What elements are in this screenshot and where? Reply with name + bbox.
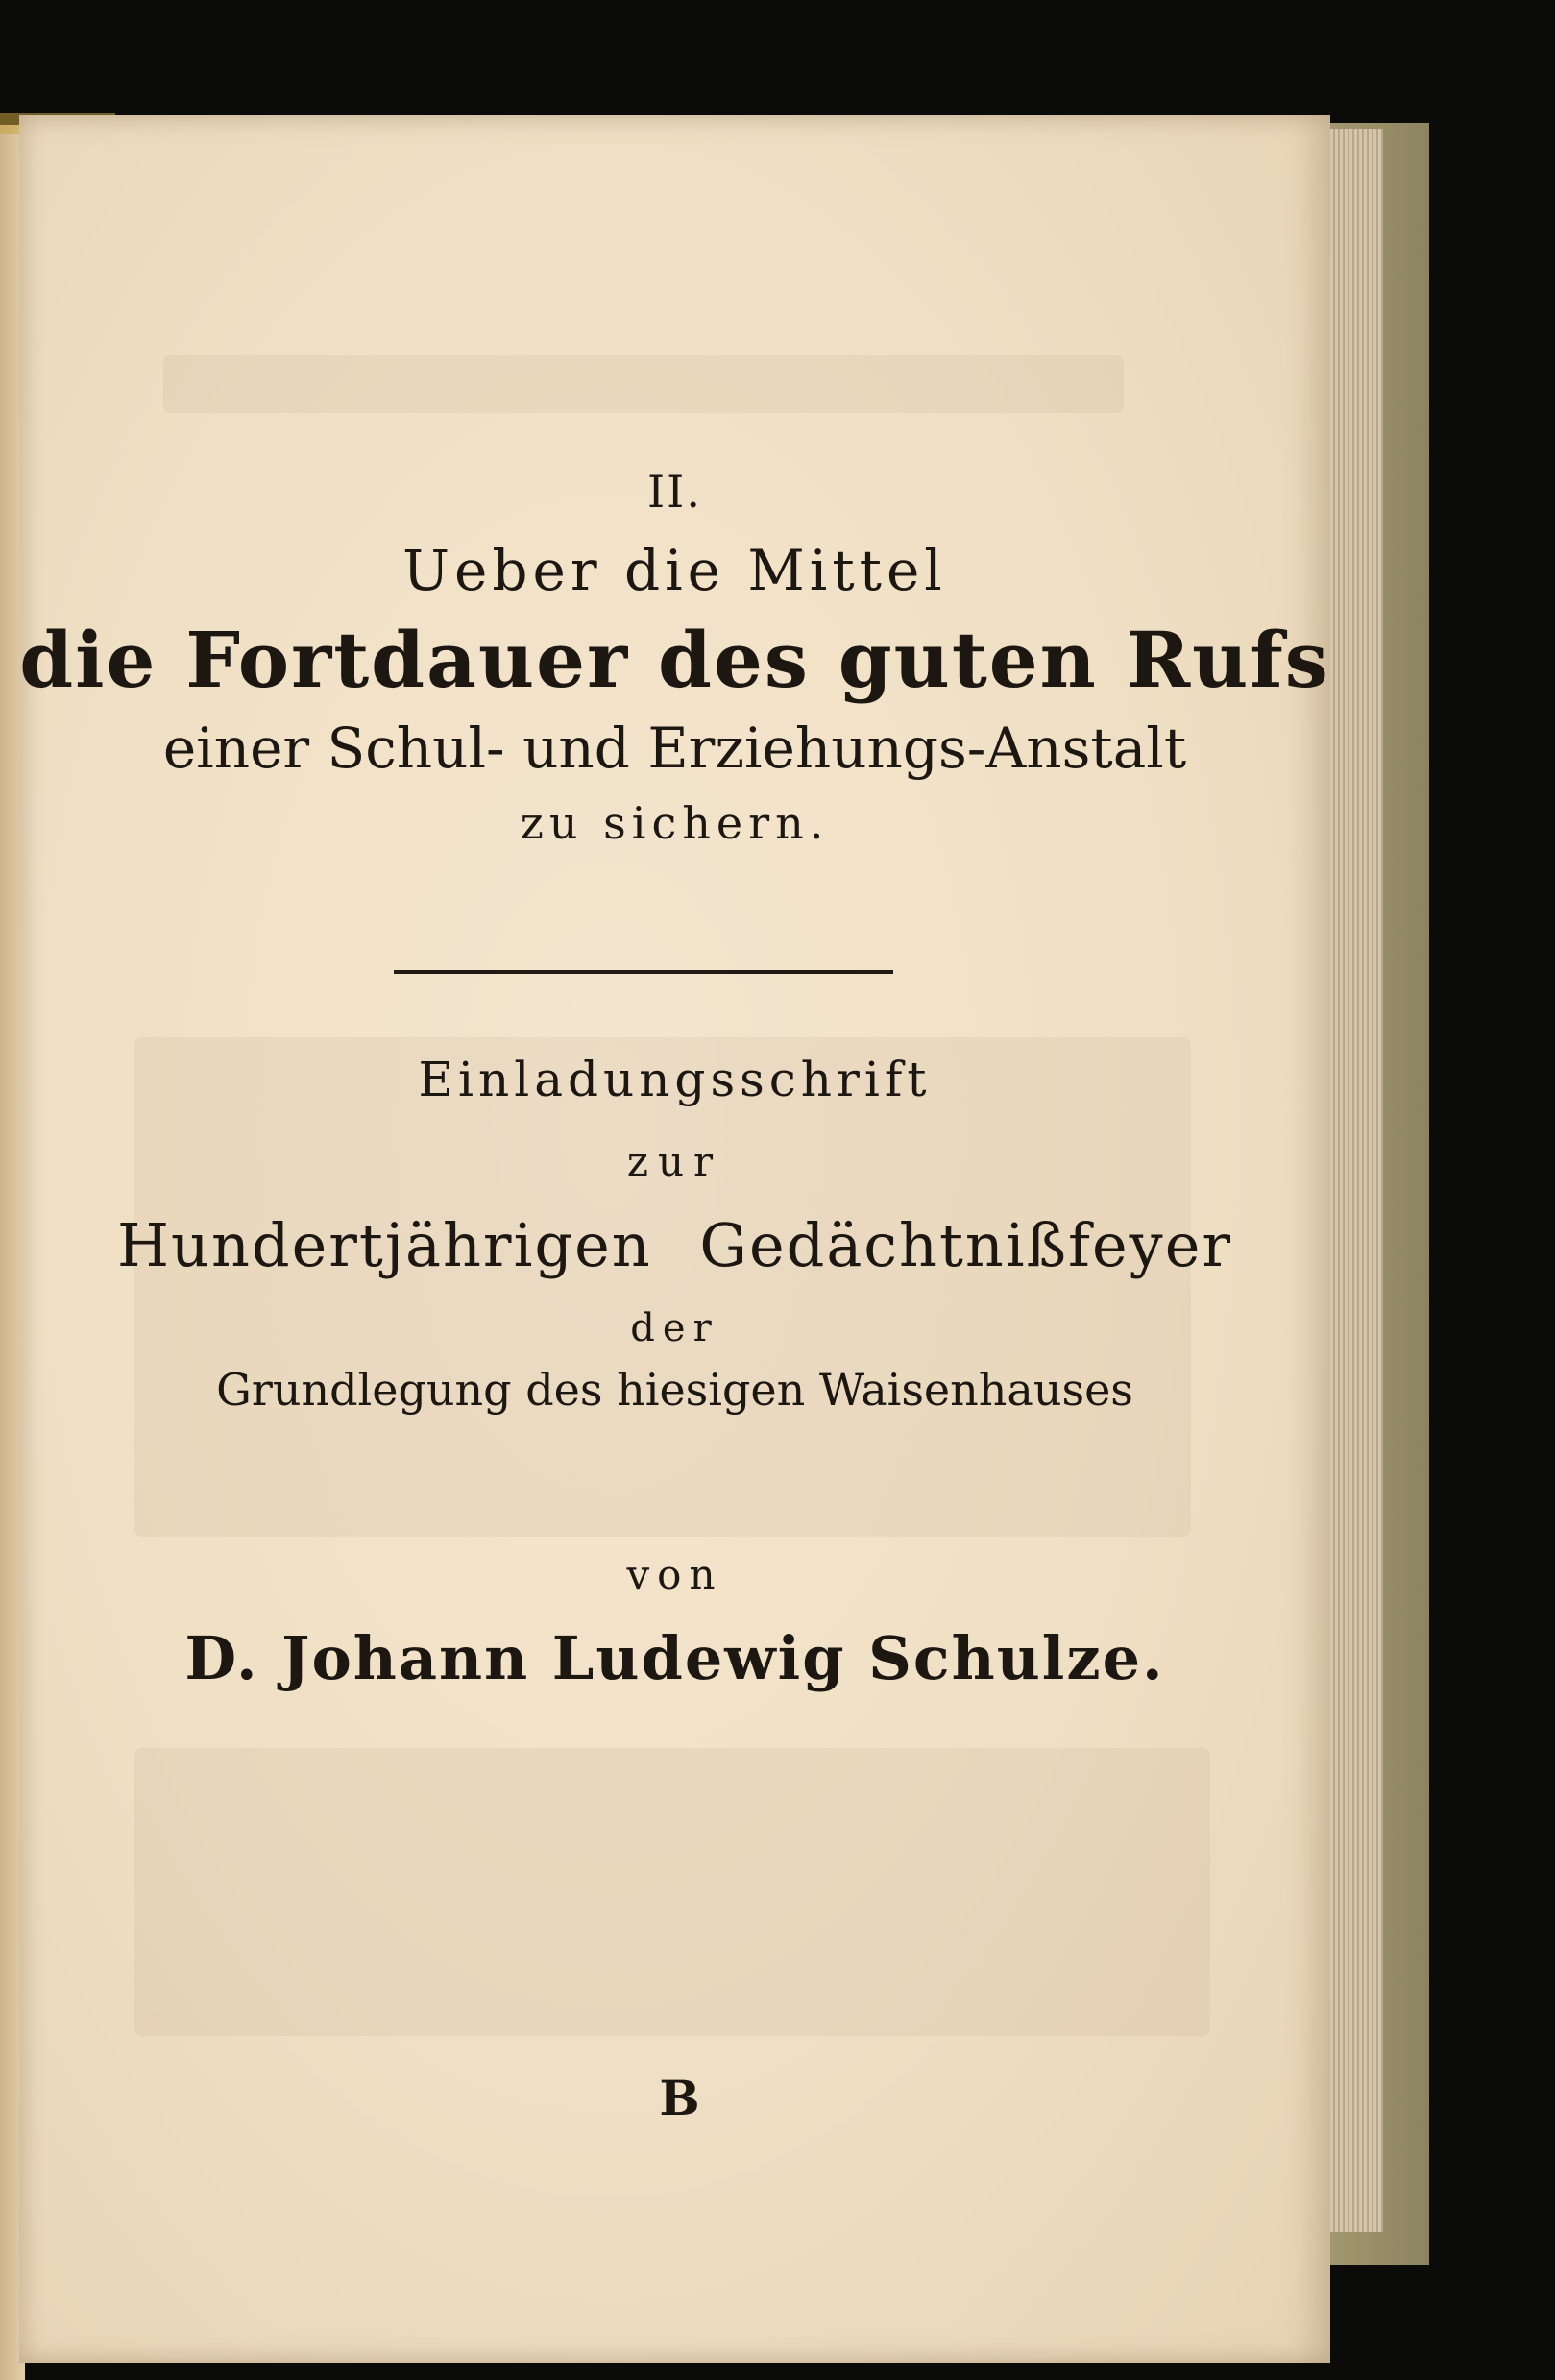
show-through-text <box>134 1037 1191 1537</box>
show-through-text <box>134 1748 1210 2036</box>
author-name: D. Johann Ludewig Schulze. <box>184 1623 1165 1693</box>
invitation-line-3: Hundertjährigen Gedächtnißfeyer <box>116 1210 1233 1280</box>
divider-rule <box>394 970 893 974</box>
page-stack-edge <box>1325 129 1383 2232</box>
title-line-2: die Fortdauer des guten Rufs <box>19 615 1330 705</box>
invitation-heading: Einladungsschrift <box>418 1052 932 1107</box>
invitation-line-2: zur <box>626 1138 723 1185</box>
book-page <box>19 115 1330 2363</box>
signature-mark: B <box>659 2070 700 2126</box>
title-line-1: Ueber die Mittel <box>402 538 947 603</box>
title-line-4: zu sichern. <box>520 797 830 849</box>
chapter-number: II. <box>647 466 702 518</box>
show-through-text <box>163 355 1124 413</box>
invitation-line-4: der <box>630 1306 719 1350</box>
invitation-line-5: Grundlegung des hiesigen Waisenhauses <box>216 1364 1133 1416</box>
title-line-3: einer Schul- und Erziehungs-Anstalt <box>162 716 1187 781</box>
author-by: von <box>626 1551 723 1598</box>
